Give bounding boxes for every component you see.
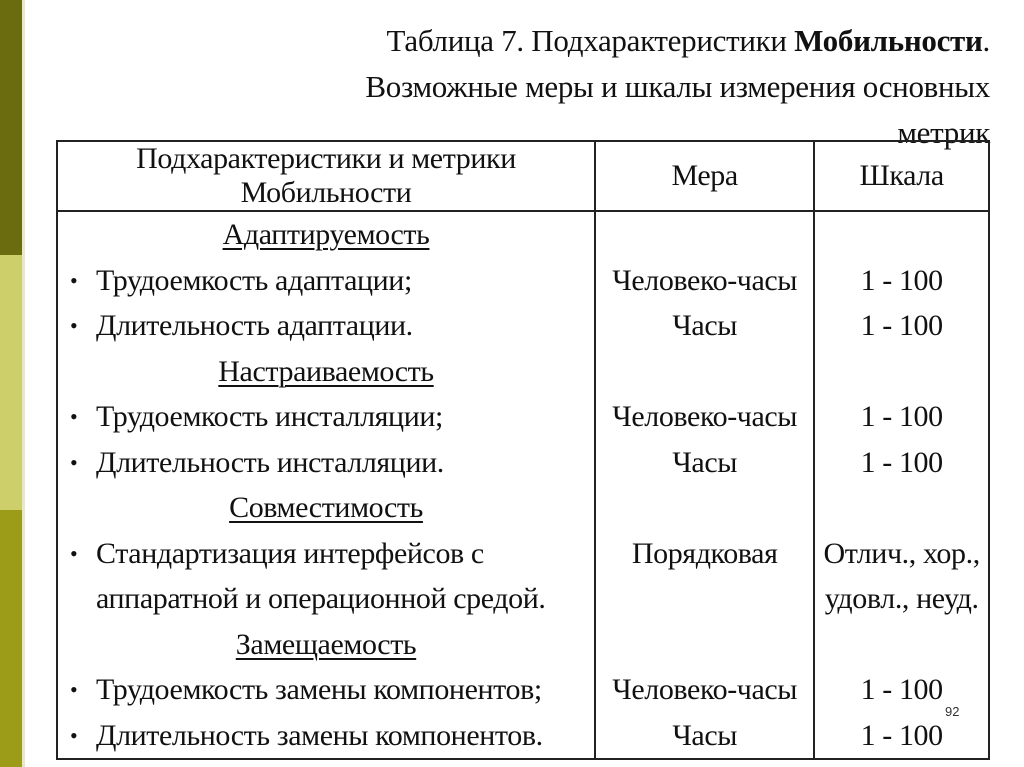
section-heading: Совместимость (229, 491, 423, 524)
scale-cell: 1 - 100 (860, 309, 943, 342)
header-scale: Шкала (814, 141, 989, 211)
measure-cell: Часы (672, 718, 737, 752)
table-header-row (57, 141, 989, 211)
scale-cell: удовл., неуд. (824, 582, 979, 615)
list-item: • Длительность инсталляции. (58, 440, 594, 486)
bullet-icon: • (70, 404, 78, 429)
list-item: • Трудоемкость замены компонентов; (58, 667, 594, 713)
page-number: 92 (945, 704, 960, 719)
section-heading: Адаптируемость (222, 218, 430, 251)
title-line-1: Таблица 7. Подхарактеристики Мобильности. (386, 23, 990, 58)
side-bar-dark-segment (0, 0, 22, 255)
measure-cell: Человеко-часы (612, 400, 798, 433)
title-bold-word: Мобильности (794, 23, 983, 58)
scale-column (814, 211, 989, 759)
title-line-2: Возможные меры и шкалы измерения основных метрик (365, 69, 990, 150)
scale-cell: 1 - 100 (860, 400, 943, 433)
bullet-icon: • (70, 313, 78, 338)
list-item: • Трудоемкость адаптации; (58, 258, 594, 304)
measure-cell: Человеко-часы (612, 263, 798, 297)
scale-cell: 1 - 100 (860, 445, 943, 479)
side-bar-olive-segment (0, 510, 22, 767)
list-item: • Трудоемкость инсталляции; (58, 394, 594, 440)
list-item-continuation: аппаратной и операционной средой. (96, 582, 546, 615)
side-bar-edge (22, 0, 25, 767)
scale-cell: 1 - 100 (860, 263, 943, 297)
list-item: • Длительность адаптации. (58, 303, 594, 349)
bullet-icon: • (70, 449, 78, 475)
section-heading: Настраиваемость (218, 354, 434, 388)
scale-cell: 1 - 100 (860, 673, 943, 706)
header-measure: Мера (595, 141, 814, 211)
bullet-icon: • (70, 722, 78, 748)
bullet-icon: • (70, 267, 78, 293)
slide-title (300, 18, 990, 156)
side-bar-light-segment (0, 255, 22, 510)
scale-cell: Отлич., хор., (823, 536, 980, 570)
measure-cell: Человеко-часы (612, 673, 798, 706)
measure-cell: Часы (672, 309, 737, 342)
section-heading: Замещаемость (235, 627, 417, 661)
list-item: • Длительность замены компонентов. (58, 713, 594, 759)
bullet-icon: • (70, 540, 78, 566)
list-item: • Стандартизация интерфейсов с (58, 531, 594, 577)
scale-cell: 1 - 100 (860, 718, 943, 752)
measure-cell: Часы (672, 445, 737, 479)
header-characteristics: Подхарактеристики и метрики Мобильности (57, 141, 595, 211)
table-body-row (57, 211, 989, 759)
side-decoration-bar (0, 0, 22, 767)
bullet-icon: • (70, 677, 78, 702)
metrics-table (56, 140, 990, 760)
measure-column (595, 211, 814, 759)
characteristics-column (57, 211, 595, 759)
measure-cell: Порядковая (631, 536, 778, 570)
